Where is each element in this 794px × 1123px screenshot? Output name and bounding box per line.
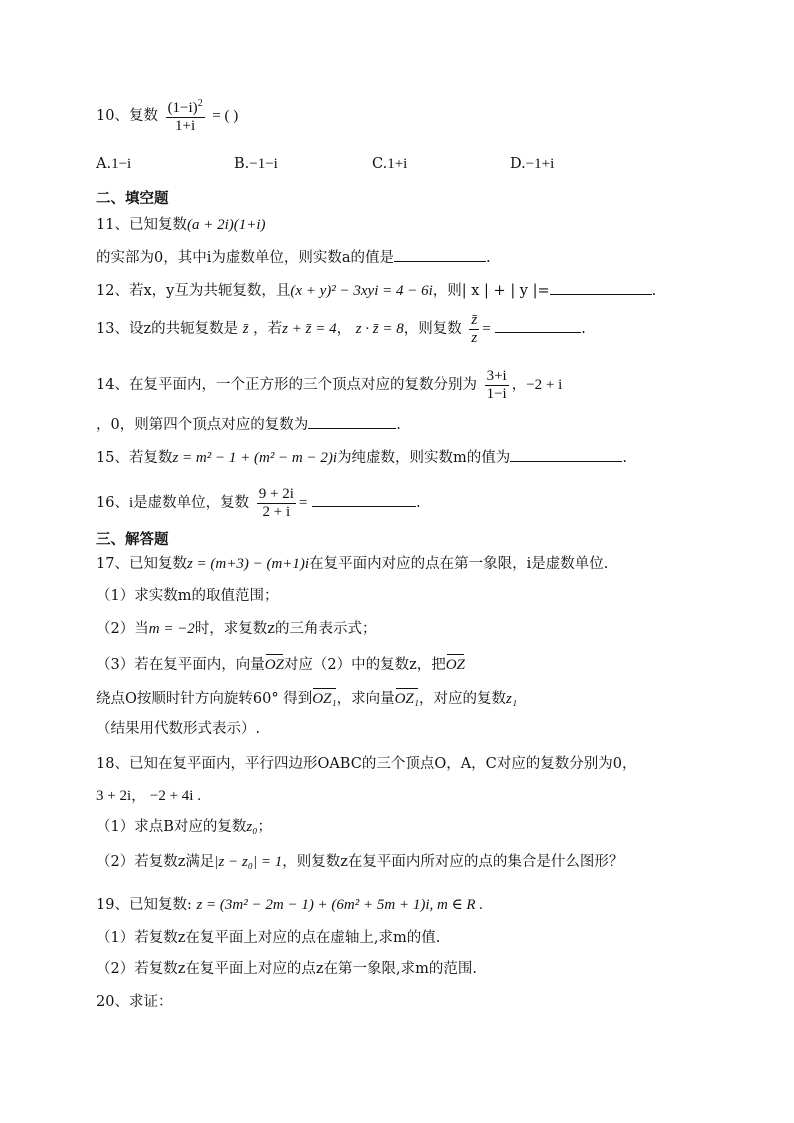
question-17-line-1: 17、已知复数z = (m+3) − (m+1)i在复平面内对应的点在第一象限，i是虚数单位. (96, 556, 609, 572)
question-14-line-1: 14、在复平面内，一个正方形的三个顶点对应的复数分别为 $\frac{3+i}{1-i}$ ，−2 + i (96, 368, 563, 402)
question-13: 13、设z的共轭复数是 z̄ ，若z + z̄ = 4， z · z̄ = 8，则复数 $\frac{z̄}{z}$ = . (96, 312, 586, 346)
answer-blank[interactable] (550, 280, 652, 295)
option-b: B.−1−i (234, 156, 278, 172)
option-a: A.1−i (96, 156, 132, 172)
question-20: 20、求证： (96, 994, 173, 1010)
fraction: $\frac{(1-i)^2}{1+i}$ (167, 98, 203, 134)
question-17-part-1: （1）求实数m的取值范围； (96, 588, 279, 604)
fraction: $\frac{9 + 2i}{2 + i}$ (258, 486, 294, 520)
question-12: 12、若x，y互为共轭复数，且(x + y)² − 3xyi = 4 − 6i，则| x | + | y |= . (96, 280, 656, 300)
section-heading-fill-in: 二、填空题 (96, 191, 169, 207)
question-11-line-1: 11、已知复数(a + 2i)(1+i) (96, 217, 266, 233)
answer-blank[interactable] (308, 414, 396, 429)
question-17-part-2: （2）当m = −2时，求复数z的三角表示式； (96, 621, 377, 637)
question-10: 10、复数 $\frac{(1-i)^2}{1+i}$ = ( ) (96, 98, 239, 134)
vector-oz: OZ (446, 652, 465, 674)
fraction: $\frac{3+i}{1-i}$ (486, 368, 507, 402)
question-18-part-2: （2）若复数z满足|z − z₀| = 1，则复数z在复平面内所对应的点的集合是什么图形？ (96, 854, 624, 870)
vector-oz1: OZ₁ (395, 686, 419, 708)
question-17-line-5: 绕点O按顺时针方向旋转60° 得到OZ₁，求向量OZ₁，对应的复数z₁ (96, 686, 517, 708)
fraction: $\frac{z̄}{z}$ (471, 312, 478, 346)
question-19-part-1: （1）若复数z在复平面上对应的点在虚轴上,求m的值. (96, 930, 441, 946)
question-17-part-3: （3）若在复平面内，向量OZ对应（2）中的复数z，把OZ (96, 652, 465, 674)
section-heading-solve: 三、解答题 (96, 532, 169, 548)
question-18-part-1: （1）求点B对应的复数z₀； (96, 819, 272, 835)
question-19-part-2: （2）若复数z在复平面上对应的点z在第一象限,求m的范围. (96, 961, 477, 977)
option-c: C.1+i (372, 156, 408, 172)
question-number: 10、复数 (96, 108, 158, 124)
answer-blank[interactable] (394, 247, 486, 262)
question-19: 19、已知复数: z = (3m² − 2m − 1) + (6m² + 5m + 1)i, m ∈ R . (96, 897, 484, 913)
question-14-line-2: ，0，则第四个顶点对应的复数为 . (96, 414, 401, 434)
question-11-line-2: 的实部为0，其中i为虚数单位，则实数a的值是 . (96, 247, 491, 267)
question-18-line-2: 3 + 2i， −2 + 4i . (96, 788, 201, 804)
vector-oz: OZ (265, 652, 284, 674)
question-16: 16、i是虚数单位，复数 $\frac{9 + 2i}{2 + i}$ = . (96, 486, 421, 520)
answer-blank[interactable] (510, 447, 622, 462)
answer-blank[interactable] (312, 492, 416, 507)
option-d: D.−1+i (510, 156, 555, 172)
question-17-line-6: （结果用代数形式表示）. (96, 721, 261, 737)
question-15: 15、若复数z = m² − 1 + (m² − m − 2)i为纯虚数，则实数m的值为 . (96, 447, 627, 467)
answer-blank[interactable] (495, 318, 581, 333)
question-18-line-1: 18、已知在复平面内，平行四边形OABC的三个顶点O，A，C对应的复数分别为0， (96, 756, 637, 772)
vector-oz1: OZ₁ (312, 686, 336, 708)
